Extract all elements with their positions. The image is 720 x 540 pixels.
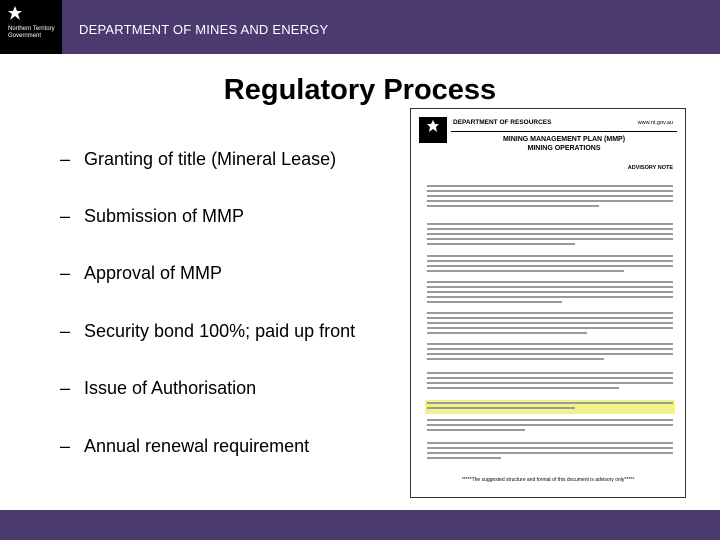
slide-title (0, 74, 720, 107)
doc-paragraph (427, 281, 673, 306)
department-title (79, 22, 328, 37)
header-bar (0, 0, 720, 54)
doc-title (451, 135, 677, 153)
mmp-advisory-note-image (410, 108, 686, 498)
logo-text: Northern Territory Government (8, 26, 55, 39)
doc-footer: *****The suggested structure and format of this document is advisory only***** (461, 477, 635, 483)
bullet-item (60, 263, 222, 284)
bullet-marker: – (60, 321, 71, 341)
doc-title-line1: MINING MANAGEMENT PLAN (MMP) (502, 136, 626, 143)
doc-department: DEPARTMENT OF RESOURCES (453, 119, 552, 126)
doc-logo (419, 117, 447, 143)
doc-paragraph (427, 223, 673, 248)
bullet-item (60, 436, 309, 457)
dept-name: MINES AND ENERGY (195, 22, 329, 37)
bullet-marker: – (60, 149, 71, 169)
doc-paragraph (427, 343, 673, 363)
bullet-text: Submission of MMP (84, 206, 245, 226)
doc-paragraph (427, 312, 673, 337)
emblem-icon (8, 6, 22, 22)
doc-url: www.nt.gov.au (637, 120, 673, 126)
bullet-marker: – (60, 436, 71, 456)
doc-paragraph (427, 419, 673, 434)
bullet-item (60, 206, 244, 227)
bullet-marker: – (60, 378, 71, 398)
doc-paragraph (427, 372, 673, 392)
doc-header (451, 117, 677, 132)
bullet-marker: – (60, 206, 71, 226)
bullet-text: Issue of Authorisation (84, 378, 257, 398)
bullet-text: Approval of MMP (84, 263, 223, 283)
bullet-item (60, 149, 336, 170)
doc-title-line2: MINING OPERATIONS (527, 145, 601, 152)
slide-title-text: Regulatory Process (223, 74, 497, 106)
nt-government-logo (0, 0, 62, 54)
dept-prefix: DEPARTMENT OF (79, 22, 196, 37)
doc-paragraph (427, 255, 673, 275)
bullet-text: Granting of title (Mineral Lease) (84, 149, 337, 169)
bullet-text: Annual renewal requirement (84, 436, 310, 456)
doc-paragraph (427, 402, 673, 412)
bullet-marker: – (60, 263, 71, 283)
doc-advisory-label: ADVISORY NOTE (627, 165, 673, 171)
doc-paragraph (427, 185, 673, 210)
bullet-text: Security bond 100%; paid up front (84, 321, 356, 341)
bullet-item (60, 321, 355, 342)
doc-paragraph (427, 442, 673, 462)
bullet-item (60, 378, 256, 399)
emblem-icon (427, 120, 439, 134)
footer-bar (0, 510, 720, 540)
